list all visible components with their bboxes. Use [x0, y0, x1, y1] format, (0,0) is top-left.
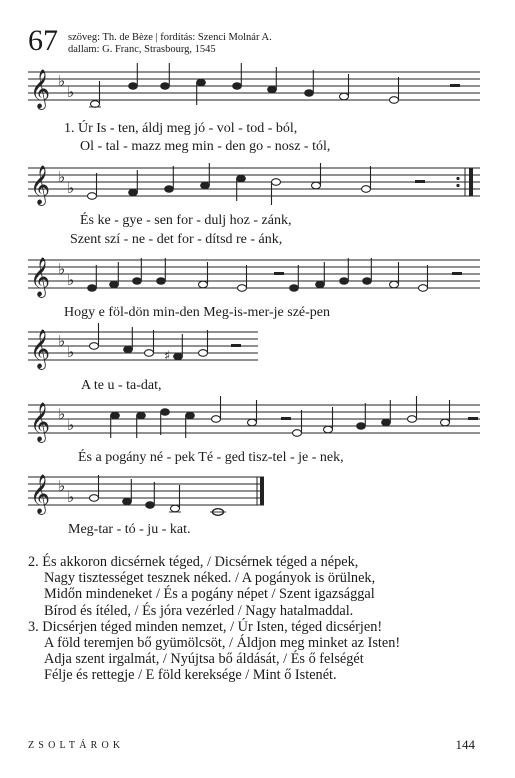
treble-clef-icon: 𝄞 [30, 402, 51, 442]
flat-icon: ♭ [67, 343, 75, 361]
treble-clef-icon: 𝄞 [30, 329, 51, 369]
lyric-line: Hogy e föl-dön min-den Meg-is-mer-je szé-pen [64, 305, 331, 320]
melody-credit: dallam: G. Franc, Strasbourg, 1545 [68, 44, 216, 55]
treble-clef-icon: 𝄞 [30, 165, 51, 205]
lyric-line: Meg-tar - tó - ju - kat. [68, 522, 191, 537]
flat-icon: ♭ [67, 179, 75, 197]
page-number: 144 [455, 737, 475, 752]
lyric-line: A te u - ta-dat, [81, 378, 162, 393]
treble-clef-icon: 𝄞 [30, 69, 51, 109]
music-staff-3 [28, 257, 480, 297]
verse-line: 3. Dicsérjen téged minden nemzet, / Úr Isten, téged dicsérjen! [28, 618, 383, 635]
flat-icon: ♭ [67, 83, 75, 101]
flat-icon: ♭ [67, 416, 75, 434]
flat-icon: ♭ [58, 260, 66, 278]
verse-line: A föld teremjen bő gyümölcsöt, / Áldjon meg minket az Isten! [44, 635, 401, 652]
sharp-icon: ♯ [164, 349, 171, 364]
verse-line: Bírod és ítéled, / És jóra vezérled / Nagy hatalmaddal. [44, 602, 354, 619]
music-staff-6 [28, 474, 266, 514]
flat-icon: ♭ [58, 72, 66, 90]
lyric-line: Ol - tal - mazz meg min - den go - nosz - tól, [80, 139, 331, 154]
hymn-credits [68, 32, 272, 56]
hymn-number: 67 [28, 24, 58, 57]
verse-line: Adja szent irgalmát, / Nyújtsa bő áldását, / És ő felségét [44, 651, 364, 668]
flat-icon: ♭ [58, 332, 66, 350]
verse-3 [28, 619, 400, 684]
music-staff-4 [28, 329, 258, 369]
verse-line: Nagy tisztességet tesznek néked. / A pogányok is örülnek, [44, 570, 376, 587]
verse-line: Félje és rettegje / E föld kereksége / Mint ő Istenét. [44, 667, 337, 684]
treble-clef-icon: 𝄞 [30, 257, 51, 297]
text-translation-credit: szöveg: Th. de Bèze | fordítás: Szenci Molnár A. [68, 32, 272, 43]
flat-icon: ♭ [58, 168, 66, 186]
music-staff-5 [28, 402, 480, 442]
music-staff-1 [28, 69, 480, 109]
flat-icon: ♭ [67, 271, 75, 289]
lyric-line: Szent szí - ne - det for - dítsd re - ánk, [70, 232, 283, 247]
treble-clef-icon: 𝄞 [30, 474, 51, 514]
music-staff-2 [28, 165, 480, 205]
running-footer-title: ZSOLTÁROK [28, 740, 125, 751]
flat-icon: ♭ [67, 488, 75, 506]
verse-2 [28, 554, 400, 619]
flat-icon: ♭ [58, 477, 66, 495]
lyric-line: És ke - gye - sen for - dulj hoz - zánk, [80, 213, 292, 228]
verse-line: Midőn mindeneket / És a pogány népet / Szent igazsággal [44, 586, 375, 603]
lyric-line: És a pogány né - pek Té - ged tisz-tel - je - nek, [78, 450, 344, 465]
flat-icon: ♭ [58, 405, 66, 423]
verse-line: 2. És akkoron dicsérnek téged, / Dicsérnek téged a népek, [28, 554, 359, 570]
additional-verses [28, 554, 400, 684]
lyric-line: 1. Úr Is - ten, áldj meg jó - vol - tod - ból, [64, 121, 298, 136]
